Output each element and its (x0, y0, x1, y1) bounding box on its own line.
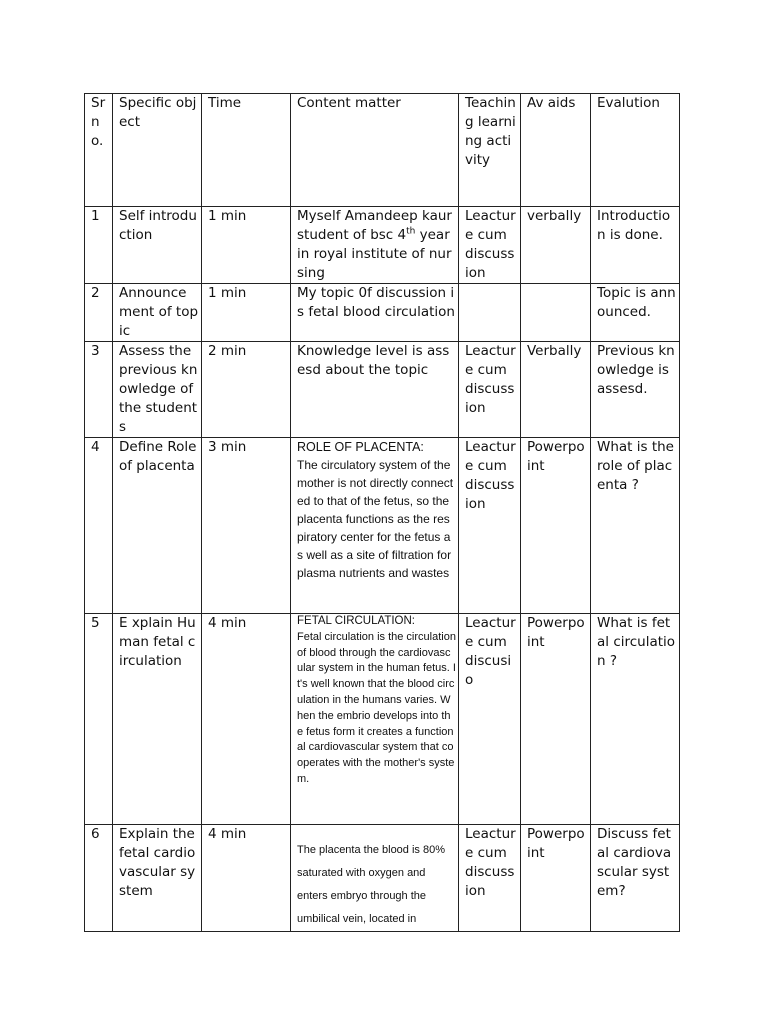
cell-objective: Explain the fetal cardiovascular system (113, 825, 202, 932)
cell-objective: E xplain Human fetal circulation (113, 614, 202, 825)
header-sr-no: Sr no. (85, 94, 113, 207)
cell-evaluation: What is fetal circulation ? (591, 614, 680, 825)
cell-sr: 6 (85, 825, 113, 932)
cell-content (291, 825, 459, 932)
cell-evaluation: What is the role of placenta ? (591, 438, 680, 614)
cell-activity: Leacture cum discussion (459, 207, 521, 284)
cell-aids: Powerpoint (521, 614, 591, 825)
table-header-row (85, 94, 680, 207)
cell-evaluation: Previous knowledge is assesd. (591, 342, 680, 438)
content-text-continued: year in royal institute of nursing (297, 227, 452, 281)
table-row (85, 438, 680, 614)
cell-content (291, 207, 459, 284)
table-row (85, 207, 680, 284)
lesson-plan-table (84, 93, 680, 932)
cell-content (291, 614, 459, 825)
cell-aids: Powerpoint (521, 825, 591, 932)
cell-sr: 3 (85, 342, 113, 438)
cell-time: 4 min (202, 614, 291, 825)
cell-time: 3 min (202, 438, 291, 614)
cell-content: My topic 0f discussion is fetal blood circulation (291, 284, 459, 342)
content-text: Myself Amandeep kaur student of bsc 4 (297, 208, 452, 243)
cell-sr: 5 (85, 614, 113, 825)
cell-aids: Verbally (521, 342, 591, 438)
table-row (85, 825, 680, 932)
cell-activity (459, 284, 521, 342)
cell-sr: 1 (85, 207, 113, 284)
cell-activity: Leacture cum discussion (459, 342, 521, 438)
cell-activity: Leacture cum discussion (459, 438, 521, 614)
cell-evaluation: Introduction is done. (591, 207, 680, 284)
cell-evaluation: Topic is announced. (591, 284, 680, 342)
header-content-matter: Content matter (291, 94, 459, 207)
cell-activity: Leacture cum discussion (459, 825, 521, 932)
content-body: The placenta the blood is 80% saturated with oxygen and enters embryo through the umbilical vein, located in (297, 844, 445, 925)
cell-time: 2 min (202, 342, 291, 438)
cell-content: Knowledge level is assesd about the topic (291, 342, 459, 438)
table-row (85, 614, 680, 825)
cell-activity: Leacture cum discusio (459, 614, 521, 825)
cell-time: 1 min (202, 207, 291, 284)
cell-objective: Define Role of placenta (113, 438, 202, 614)
header-evaluation: Evalution (591, 94, 680, 207)
table-row (85, 284, 680, 342)
content-body: Fetal circulation is the circulation of blood through the cardiovascular system in the human fetus. It's well known that the blood circulation in the humans varies. When the embrio develops into the fetus form it creates a functional cardiovascular system that cooperates with the mother's system. (297, 630, 456, 785)
cell-objective: Self introduction (113, 207, 202, 284)
content-heading: ROLE OF PLACENTA: (297, 440, 424, 454)
cell-aids (521, 284, 591, 342)
cell-aids: Powerpoint (521, 438, 591, 614)
header-specific-object: Specific object (113, 94, 202, 207)
cell-evaluation: Discuss fetal cardiovascular system? (591, 825, 680, 932)
cell-time: 4 min (202, 825, 291, 932)
content-body: The circulatory system of the mother is not directly connected to that of the fetus, so the placenta functions as the respiratory center for the fetus as well as a site of filtration for plasma nutrients and wastes (297, 458, 454, 580)
cell-content (291, 438, 459, 614)
content-superscript: th (406, 226, 416, 237)
cell-objective: Announcement of topic (113, 284, 202, 342)
cell-objective: Assess the previous knowledge of the students (113, 342, 202, 438)
cell-time: 1 min (202, 284, 291, 342)
header-av-aids: Av aids (521, 94, 591, 207)
header-teaching-learning-activity: Teaching learning activity (459, 94, 521, 207)
cell-sr: 4 (85, 438, 113, 614)
cell-aids: verbally (521, 207, 591, 284)
cell-sr: 2 (85, 284, 113, 342)
header-time: Time (202, 94, 291, 207)
table-row (85, 342, 680, 438)
content-heading: FETAL CIRCULATION: (297, 615, 415, 627)
